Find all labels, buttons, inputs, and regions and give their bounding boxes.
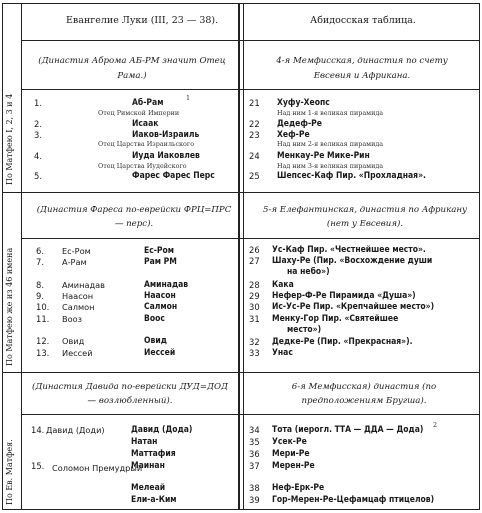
luke-name: Иессей xyxy=(62,348,93,358)
pharaoh-name: место») xyxy=(287,325,322,335)
matthew-name: Маинан xyxy=(131,461,165,471)
entry-number: 6. xyxy=(36,246,44,256)
caption-rule-3 xyxy=(21,414,479,415)
entry-number: 8. xyxy=(36,280,44,290)
entry-name: Аб-Рам xyxy=(132,98,164,108)
entry-number: 12. xyxy=(36,336,50,346)
luke-name: Наасон xyxy=(62,291,94,301)
side-label-matthew-1: По Матфею I, 2, 3 и 4 xyxy=(5,93,14,185)
entry-name: Фарес Фарес Перс xyxy=(132,171,215,181)
entry-note: Отец Царства Иудейского xyxy=(98,162,187,170)
matthew-name: Овид xyxy=(144,336,167,346)
entry-number: 13. xyxy=(36,348,50,358)
luke-name: Салмон xyxy=(62,302,95,312)
pharaoh-name: Мерен-Ре xyxy=(272,461,315,471)
pharaoh-name: Шепсес-Каф Пир. «Прохладная». xyxy=(277,171,426,181)
entry-number: 14. xyxy=(31,425,45,435)
pharaoh-number: 35 xyxy=(249,437,260,447)
frame-right xyxy=(479,3,480,510)
caption-david: (Династия Давида по-еврейски ДУД=ДОД — возлюбленный). xyxy=(32,382,228,406)
entry-number: 9. xyxy=(36,291,44,301)
matthew-name: Давид (Дода) xyxy=(131,425,193,435)
luke-name: Давид (Доди) xyxy=(46,425,105,435)
side-label-matthew-3: По Ев. Матфея. xyxy=(5,439,14,505)
caption-rule-2 xyxy=(21,238,479,239)
matthew-name: Салмон xyxy=(144,302,178,312)
matthew-name: Ели-а-Ким xyxy=(131,495,177,505)
luke-name: Аминадав xyxy=(62,280,105,290)
pharaoh-note: Над ним 2-я великая пирамида xyxy=(277,140,384,148)
luke-name: Вооз xyxy=(62,314,82,324)
entry-number: 5. xyxy=(34,171,42,181)
pharaoh-name: Хуфу-Хеопс xyxy=(277,98,330,108)
pharaoh-number: 38 xyxy=(249,483,260,493)
frame-bottom xyxy=(2,509,480,510)
frame-top xyxy=(2,3,480,4)
matthew-name: Рам РМ xyxy=(144,257,177,267)
matthew-name: Мелеай xyxy=(131,483,166,493)
pharaoh-name: Ус-Каф Пир. «Честнейшее место». xyxy=(272,245,426,255)
pharaoh-number: 27 xyxy=(249,256,260,266)
pharaoh-number: 25 xyxy=(249,171,260,181)
matthew-name: Иессей xyxy=(144,348,176,358)
pharaoh-number: 34 xyxy=(249,425,260,435)
pharaoh-name: Нефер-Ф-Ре Пирамида «Душа») xyxy=(272,291,416,301)
entry-number: 10. xyxy=(36,302,50,312)
matthew-name: Аминадав xyxy=(144,280,189,290)
pharaoh-number: 21 xyxy=(249,98,260,108)
matthew-name: Ес-Ром xyxy=(144,246,175,256)
entry-number: 15. xyxy=(31,461,45,471)
caption-abram: (Династия Аброма АБ-РМ значит Отец Рама.) xyxy=(38,56,226,81)
pharaoh-name: на небо») xyxy=(287,267,330,277)
caption-rule-1 xyxy=(21,89,479,90)
entry-name: Иаков-Израиль xyxy=(132,130,200,140)
section-rule-2 xyxy=(2,372,480,373)
pharaoh-name: Унас xyxy=(272,348,293,358)
entry-note: Отец Царства Израильского xyxy=(98,140,195,148)
luke-name: А-Рам xyxy=(62,257,87,267)
pharaoh-name: Шаху-Ре (Пир. «Восхождение души xyxy=(272,256,433,266)
pharaoh-name: Дедеф-Ре xyxy=(277,119,322,129)
pharaoh-name: Усек-Ре xyxy=(272,437,307,447)
entry-number: 4. xyxy=(34,151,42,161)
middle-double-rule-2 xyxy=(243,3,244,510)
header-left: Евангелие Луки (III, 23 — 38). xyxy=(66,15,219,26)
pharaoh-name: Кака xyxy=(272,280,294,290)
luke-name: Овид xyxy=(62,336,85,346)
pharaoh-number: 39 xyxy=(249,495,260,505)
matthew-name: Наасон xyxy=(144,291,176,301)
side-label-matthew-2: По Матфею же из 46 имена xyxy=(5,247,14,366)
pharaoh-name: Ис-Ус-Ре Пир. «Крепчайшее место») xyxy=(272,302,435,312)
pharaoh-name: Дедке-Ре (Пир. «Прекрасная»). xyxy=(272,337,413,347)
pharaoh-name: Неф-Ерк-Ре xyxy=(272,483,325,493)
entry-number: 7. xyxy=(36,257,44,267)
pharaoh-number: 28 xyxy=(249,280,260,290)
pharaoh-number: 29 xyxy=(249,291,260,301)
pharaoh-number: 36 xyxy=(249,449,260,459)
pharaoh-note: Над ним 1-я великая пирамида xyxy=(277,109,384,117)
frame-left xyxy=(2,3,3,510)
header-right: Абидосская таблица. xyxy=(310,15,416,26)
section-rule-1 xyxy=(2,192,480,193)
header-rule xyxy=(21,40,479,41)
caption-dynasty-5: 5-я Елефантинская, династия по Африкану (нет у Евсевия). xyxy=(263,205,467,229)
entry-number: 2. xyxy=(34,119,42,129)
footnote-mark: 2 xyxy=(433,421,438,429)
matthew-name: Маттафия xyxy=(131,449,176,459)
pharaoh-number: 22 xyxy=(249,119,260,129)
pharaoh-number: 31 xyxy=(249,314,260,324)
entry-note: Отец Римской Империи xyxy=(98,109,180,117)
pharaoh-number: 26 xyxy=(249,245,260,255)
pharaoh-name: Гор-Мерен-Ре-Цефамцаф птицелов) xyxy=(272,495,435,505)
pharaoh-name: Менку-Гор Пир. «Святейшее xyxy=(272,314,399,324)
luke-name: Соломон Премудрый xyxy=(52,463,143,473)
entry-number: 11. xyxy=(36,314,50,324)
pharaoh-number: 37 xyxy=(249,461,260,471)
pharaoh-name: Тота (иерогл. ТТА — ДДА — Дода) xyxy=(272,425,424,435)
pharaoh-number: 23 xyxy=(249,130,260,140)
pharaoh-name: Мери-Ре xyxy=(272,449,310,459)
entry-number: 3. xyxy=(34,130,42,140)
side-column-rule xyxy=(21,3,22,510)
pharaoh-number: 32 xyxy=(249,337,260,347)
pharaoh-number: 30 xyxy=(249,302,260,312)
entry-name: Исаак xyxy=(132,119,159,129)
caption-dynasty-6: 6-я Мемфисская) династия (по предположениям Бругша). xyxy=(291,382,437,406)
entry-name: Иуда Иаковлев xyxy=(132,151,200,161)
luke-name: Ес-Ром xyxy=(62,246,91,256)
pharaoh-number: 24 xyxy=(249,151,260,161)
pharaoh-number: 33 xyxy=(249,348,260,358)
caption-fares: (Династия Фареса по-еврейски ФРЦ=ПРС — перс). xyxy=(36,205,232,229)
pharaoh-name: Менкау-Ре Мике-Рин xyxy=(277,151,370,161)
entry-number: 1. xyxy=(34,98,42,108)
matthew-name: Воос xyxy=(144,314,165,324)
matthew-name: Натан xyxy=(131,437,158,447)
footnote-mark: 1 xyxy=(186,94,191,102)
pharaoh-note: Над ним 3-я великая пирамида xyxy=(277,162,384,170)
pharaoh-name: Хеф-Ре xyxy=(277,130,310,140)
caption-dynasty-4: 4-я Мемфисская, династия по счету Евсевия и Африкана. xyxy=(276,56,448,81)
middle-double-rule xyxy=(238,3,240,510)
